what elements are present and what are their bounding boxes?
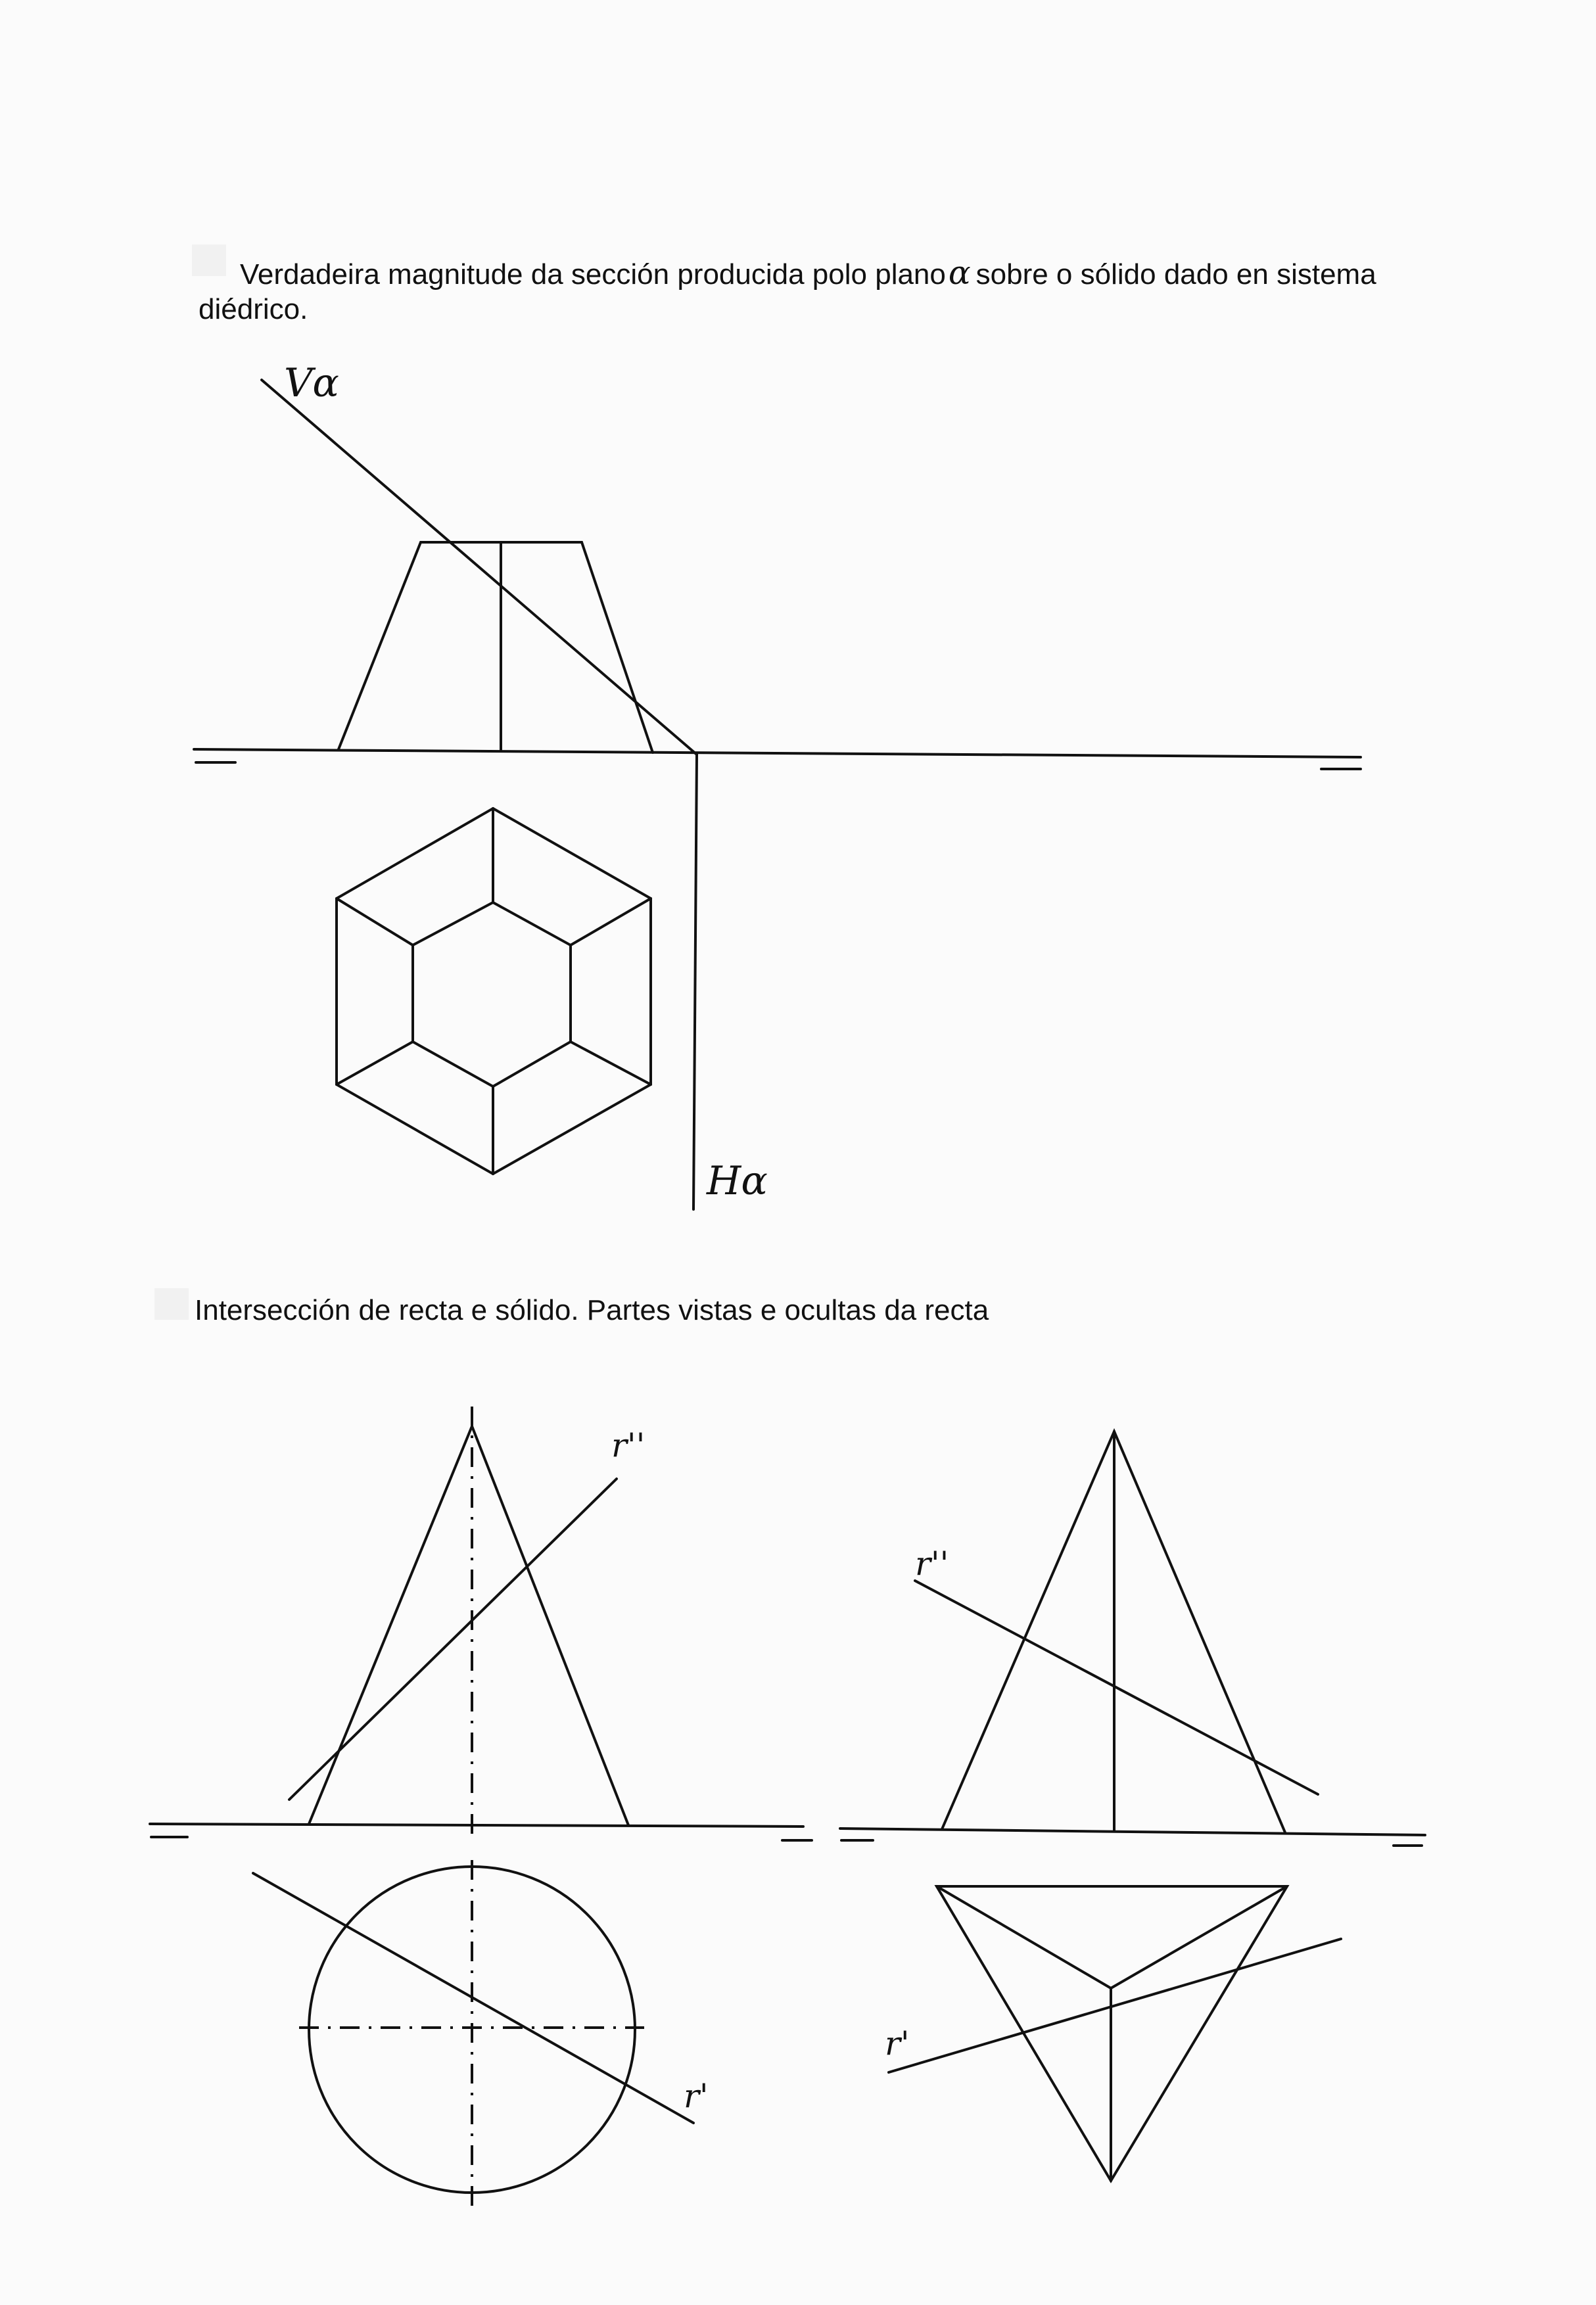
cone-r-double-prime-label: r'' (611, 1426, 645, 1464)
frustum-elevation (339, 542, 653, 753)
pyramid-plan-edge-left (937, 1886, 1111, 1988)
exercise1-heading-line2: diédrico. (199, 293, 308, 325)
pyramid-r-double-prime-label: r'' (915, 1545, 949, 1583)
plan-edge-2 (571, 898, 651, 945)
heading-part-b: sobre o sólido dado en sistema (975, 258, 1376, 291)
h-alpha-trace (693, 755, 697, 1209)
heading-part-a: Verdadeira magnitude da sección producida polo plano (240, 258, 946, 291)
exercise2-heading: Intersección de recta e sólido. Partes vistas e ocultas da recta (195, 1294, 989, 1326)
cone-line-r-elevation (289, 1479, 617, 1800)
plan-edge-6 (337, 898, 413, 945)
v-alpha-label: Vα (284, 360, 339, 406)
cone-r-prime-label: r' (684, 2077, 709, 2115)
ground-line-2b (840, 1828, 1425, 1835)
plan-edge-5 (337, 1042, 413, 1084)
v-alpha-trace (262, 380, 697, 755)
frustum-plan-inner-hexagon (413, 902, 571, 1086)
exercise2-cone-drawing (150, 1407, 812, 2208)
ground-line-1 (194, 749, 1361, 757)
cone-elevation (309, 1426, 628, 1825)
pyramid-line-r-plan (889, 1939, 1341, 2072)
exercise2-pyramid-drawing (840, 1432, 1425, 2181)
alpha-symbol: α (948, 254, 971, 292)
exercise1-drawing (194, 380, 1361, 1209)
pyramid-r-prime-label: r' (885, 2024, 910, 2062)
pyramid-line-r-elevation (915, 1581, 1318, 1794)
ground-line-2a (150, 1824, 803, 1827)
h-alpha-label: Hα (707, 1158, 768, 1204)
plan-edge-3 (571, 1042, 651, 1084)
pyramid-plan-edge-right (1111, 1886, 1287, 1988)
